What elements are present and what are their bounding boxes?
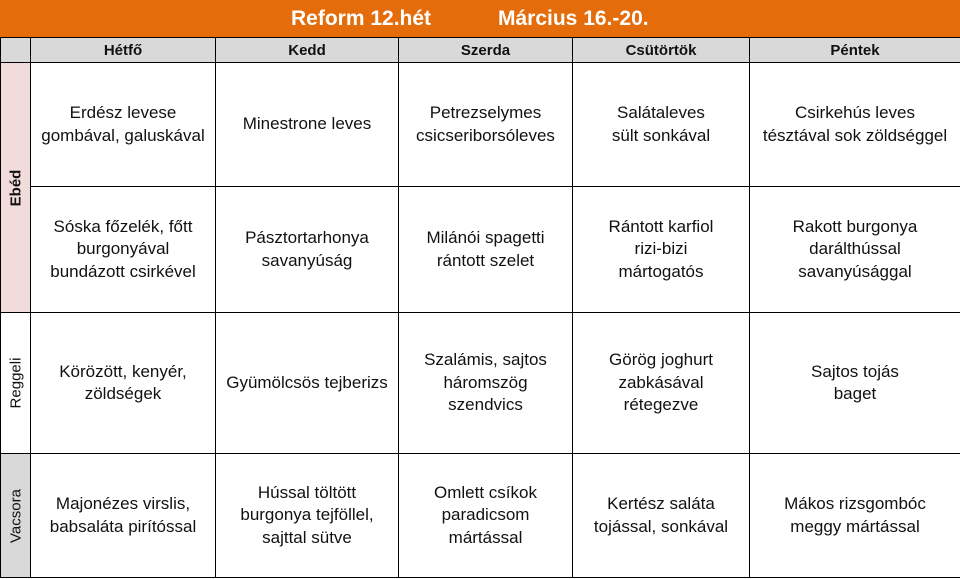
lunch-main-row bbox=[1, 187, 960, 313]
day-header-wednesday: Szerda bbox=[399, 38, 573, 63]
menu-cell bbox=[573, 63, 750, 187]
title-dates: Március 16.-20. bbox=[498, 7, 649, 30]
day-header-friday: Péntek bbox=[750, 38, 960, 63]
menu-item-line: tésztával sok zöldséggel bbox=[762, 125, 948, 145]
menu-item-line: Kertész saláta bbox=[607, 494, 715, 513]
menu-item-line: tojással, sonkával bbox=[593, 516, 729, 536]
menu-item-line: Milánói spagetti bbox=[426, 228, 545, 247]
menu-item-line: sajttal sütve bbox=[262, 527, 352, 547]
menu-cell bbox=[750, 454, 960, 578]
menu-cell bbox=[31, 63, 216, 187]
meal-label-text: Reggeli bbox=[7, 357, 24, 409]
menu-cell bbox=[750, 63, 960, 187]
menu-item-line: Minestrone leves bbox=[242, 114, 372, 134]
menu-cell bbox=[573, 187, 750, 313]
corner-cell bbox=[1, 38, 31, 63]
menu-item-line: Pásztortarhonya bbox=[245, 228, 369, 247]
menu-cell bbox=[31, 187, 216, 313]
menu-cell bbox=[31, 313, 216, 454]
menu-item-line: Sóska főzelék, főtt bbox=[53, 216, 193, 236]
menu-item-line: Körözött, kenyér, bbox=[59, 361, 187, 381]
menu-item-line: Görög joghurt bbox=[609, 350, 713, 370]
menu-cell bbox=[399, 313, 573, 454]
menu-item-line: paradicsom bbox=[441, 505, 530, 525]
meal-label-dinner bbox=[1, 454, 31, 578]
menu-item-line: rétegezve bbox=[623, 395, 699, 415]
menu-cell bbox=[399, 454, 573, 578]
menu-item-line: babsaláta pirítóssal bbox=[49, 516, 197, 536]
meal-label-lunch bbox=[1, 63, 31, 313]
menu-item-line: Rakott burgonya bbox=[792, 216, 918, 236]
menu-item-line: zöldségek bbox=[84, 384, 162, 403]
menu-item-line: Gyümölcsös tejberizs bbox=[226, 372, 388, 392]
lunch-soup-row bbox=[1, 63, 960, 187]
menu-item-line: zabkásával bbox=[618, 372, 704, 392]
meal-label-text: Ebéd bbox=[7, 169, 24, 206]
menu-item-line: Rántott karfiol bbox=[608, 216, 714, 236]
day-header-tuesday: Kedd bbox=[216, 38, 399, 63]
menu-item-line: bundázott csirkével bbox=[50, 261, 196, 281]
menu-cell bbox=[216, 187, 399, 313]
menu-cell bbox=[216, 63, 399, 187]
menu-item-line: rántott szelet bbox=[436, 250, 535, 270]
day-header-monday: Hétfő bbox=[31, 38, 216, 63]
menu-cell bbox=[750, 313, 960, 454]
title-week: Reform 12.hét bbox=[291, 7, 432, 30]
title-bar bbox=[0, 0, 960, 37]
menu-item-line: Omlett csíkok bbox=[434, 482, 537, 502]
meal-label-breakfast bbox=[1, 313, 31, 454]
menu-item-line: Majonézes virslis, bbox=[55, 494, 191, 513]
day-header-thursday: Csütörtök bbox=[573, 38, 750, 63]
menu-cell bbox=[31, 454, 216, 578]
weekly-menu-table bbox=[0, 37, 960, 578]
menu-item-line: Mákos rizsgombóc bbox=[784, 494, 926, 513]
menu-item-line: darálthússal bbox=[809, 239, 901, 259]
menu-item-line: háromszög bbox=[443, 372, 528, 392]
menu-cell bbox=[216, 313, 399, 454]
menu-item-line: mártogatós bbox=[618, 261, 704, 281]
dinner-row bbox=[1, 454, 960, 578]
menu-item-line: Csirkehús leves bbox=[795, 103, 915, 122]
menu-item-line: gombával, galuskával bbox=[41, 125, 205, 145]
menu-item-line: Sajtos tojás bbox=[811, 361, 899, 381]
day-header-row bbox=[1, 38, 960, 63]
menu-item-line: Petrezselymes bbox=[429, 103, 542, 122]
menu-cell bbox=[750, 187, 960, 313]
meal-label-text: Vacsora bbox=[7, 488, 24, 543]
menu-cell bbox=[399, 63, 573, 187]
menu-item-line: csicseriborsóleves bbox=[416, 125, 555, 145]
menu-item-line: savanyúság bbox=[261, 250, 353, 270]
menu-item-line: szendvics bbox=[448, 395, 523, 415]
menu-item-line: mártással bbox=[448, 527, 523, 547]
menu-item-line: burgonya tejföllel, bbox=[240, 505, 374, 525]
menu-cell bbox=[399, 187, 573, 313]
breakfast-row bbox=[1, 313, 960, 454]
menu-item-line: savanyúsággal bbox=[798, 261, 912, 281]
menu-item-line: sült sonkával bbox=[611, 125, 711, 145]
menu-cell bbox=[216, 454, 399, 578]
menu-item-line: baget bbox=[833, 384, 877, 403]
menu-item-line: burgonyával bbox=[76, 239, 170, 259]
menu-item-line: Szalámis, sajtos bbox=[424, 350, 547, 370]
menu-cell bbox=[573, 313, 750, 454]
menu-item-line: rizi-bizi bbox=[634, 239, 688, 259]
menu-item-line: meggy mártással bbox=[790, 516, 920, 536]
menu-item-line: Hússal töltött bbox=[257, 482, 357, 502]
menu-item-line: Erdész levese bbox=[69, 103, 177, 122]
menu-cell bbox=[573, 454, 750, 578]
menu-item-line: Salátaleves bbox=[617, 103, 705, 122]
